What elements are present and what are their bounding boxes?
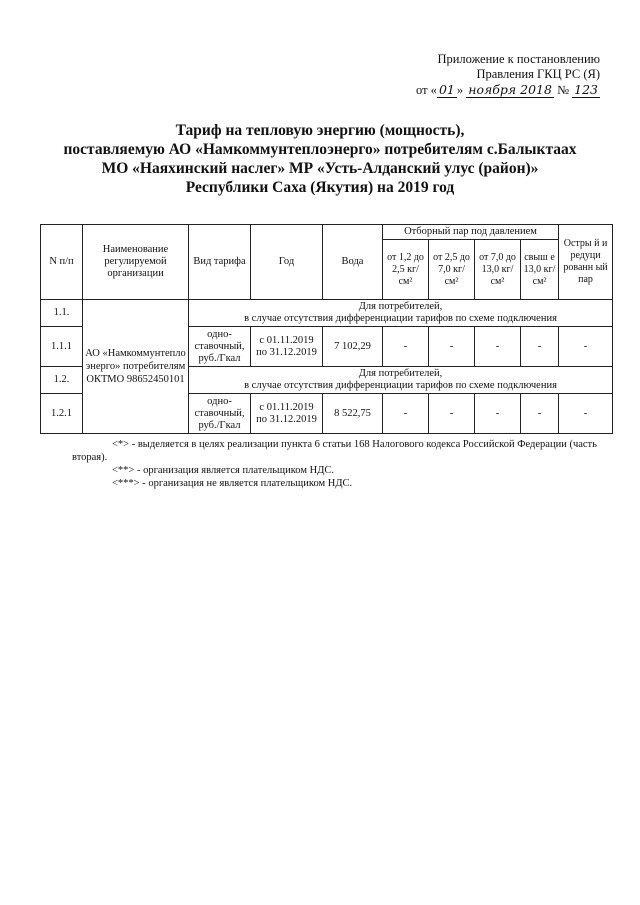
pressure-2-value: - xyxy=(429,394,475,434)
tariff-type-cell: одно- ставочный, руб./Гкал xyxy=(189,327,251,367)
period-to: по 31.12.2019 xyxy=(256,346,317,358)
water-value: 8 522,75 xyxy=(323,394,383,434)
pressure-3-value: - xyxy=(475,327,521,367)
row-num: 1.1.1 xyxy=(41,327,83,367)
date-mid: » xyxy=(456,83,464,97)
number-prefix: № xyxy=(557,83,570,97)
header-sharp-steam: Остры й и редуци рованн ый пар xyxy=(559,225,613,300)
pressure-1-value: - xyxy=(383,327,429,367)
pressure-3-value: - xyxy=(475,394,521,434)
title-line-1: Тариф на тепловую энергию (мощность), xyxy=(175,122,465,139)
header-pressure-3: от 7,0 до 13,0 кг/ см² xyxy=(475,240,521,300)
group-heading-line-2: в случае отсутствия дифференциации тарифов по схеме подключения xyxy=(244,313,557,324)
water-value: 7 102,29 xyxy=(323,327,383,367)
date-month-year: ноября 2018 xyxy=(468,82,552,97)
footnote-1: <*> - выделяется в целях реализации пункта 6 статьи 168 Налогового кодекса Российской Федерации (часть вторая). xyxy=(72,439,597,463)
date-day: 01 xyxy=(438,82,455,97)
period-cell xyxy=(251,327,323,367)
footnotes xyxy=(72,438,602,490)
pressure-4-value: - xyxy=(521,394,559,434)
period-cell xyxy=(251,394,323,434)
header-steam-group: Отборный пар под давлением xyxy=(383,225,559,240)
group-heading xyxy=(189,300,613,327)
tariff-type-cell: одно- ставочный, руб./Гкал xyxy=(189,394,251,434)
header-water: Вода xyxy=(323,225,383,300)
footnote-3: <***> - организация не является плательщиком НДС. xyxy=(112,478,353,489)
title-line-2: поставляемую АО «Намкоммунтеплоэнерго» потребителям с.Балыктаах xyxy=(63,141,577,158)
document-title xyxy=(40,121,600,197)
appendix-date-line xyxy=(340,82,600,98)
table-row xyxy=(41,300,613,327)
header-num: N п/п xyxy=(41,225,83,300)
tariff-table xyxy=(40,224,613,434)
header-tariff-type: Вид тарифа xyxy=(189,225,251,300)
appendix-header xyxy=(340,52,600,98)
appendix-line-1: Приложение к постановлению xyxy=(437,52,600,66)
group-heading-line-1: Для потребителей, xyxy=(358,368,443,379)
group-heading xyxy=(189,367,613,394)
period-to: по 31.12.2019 xyxy=(256,413,317,425)
title-line-4: Республики Саха (Якутия) на 2019 год xyxy=(185,179,455,196)
header-org: Наименование регулируемой организации xyxy=(83,225,189,300)
header-year: Год xyxy=(251,225,323,300)
pressure-2-value: - xyxy=(429,327,475,367)
period-from: с 01.11.2019 xyxy=(259,401,314,413)
sharp-steam-value: - xyxy=(559,327,613,367)
pressure-4-value: - xyxy=(521,327,559,367)
group-heading-line-1: Для потребителей, xyxy=(358,301,443,312)
appendix-line-2: Правления ГКЦ РС (Я) xyxy=(476,67,600,81)
header-pressure-4: свыш е 13,0 кг/ см² xyxy=(521,240,559,300)
header-pressure-2: от 2,5 до 7,0 кг/ см² xyxy=(429,240,475,300)
row-num: 1.2. xyxy=(41,367,83,394)
row-num: 1.2.1 xyxy=(41,394,83,434)
pressure-1-value: - xyxy=(383,394,429,434)
row-num: 1.1. xyxy=(41,300,83,327)
org-name-cell: АО «Намкоммунтепло энерго» потребителям ОКТМО 98652450101 xyxy=(83,300,189,434)
decree-number: 123 xyxy=(574,82,598,97)
sharp-steam-value: - xyxy=(559,394,613,434)
date-prefix: от « xyxy=(416,83,437,97)
group-heading-line-2: в случае отсутствия дифференциации тарифов по схеме подключения xyxy=(244,380,557,391)
header-pressure-1: от 1,2 до 2,5 кг/ см² xyxy=(383,240,429,300)
period-from: с 01.11.2019 xyxy=(259,334,314,346)
title-line-3: МО «Наяхинский наслег» МР «Усть-Алданский улус (район)» xyxy=(101,160,539,177)
footnote-2: <**> - организация является плательщиком НДС. xyxy=(112,465,334,476)
